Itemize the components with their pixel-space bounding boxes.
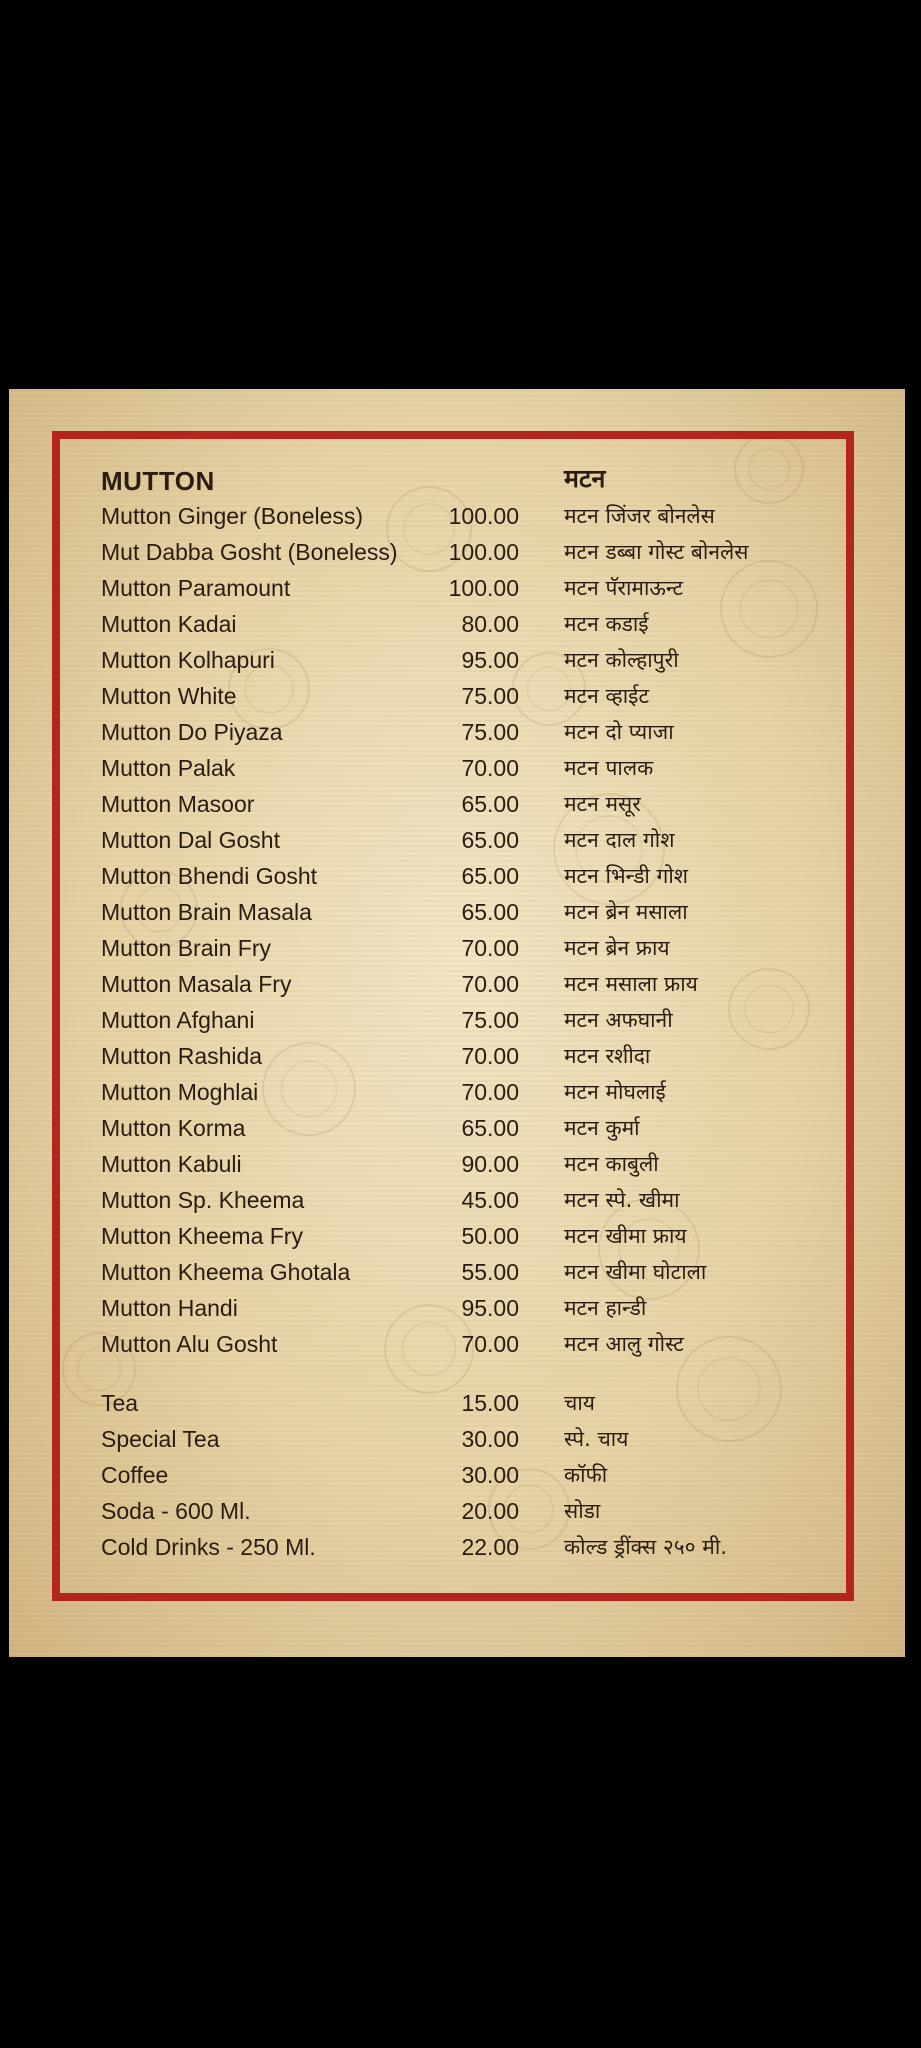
item-price: 75.00: [461, 683, 519, 709]
item-name: Mutton Masala Fry: [101, 971, 292, 997]
item-price: 65.00: [461, 863, 519, 889]
item-name: Mutton Masoor: [101, 791, 255, 817]
item-price: 20.00: [461, 1498, 519, 1524]
item-name-hindi: मटन मसाला फ्राय: [564, 972, 698, 996]
item-name: Special Tea: [101, 1426, 220, 1452]
item-name: Mutton Bhendi Gosht: [101, 863, 318, 889]
item-price: 70.00: [461, 1331, 519, 1357]
item-name-hindi: कोल्ड ड्रींक्स २५० मी.: [564, 1535, 727, 1559]
item-name: Mutton Handi: [101, 1295, 238, 1321]
item-price: 100.00: [448, 575, 519, 601]
item-name-hindi: मटन आलु गोस्ट: [564, 1332, 684, 1356]
menu-card: [9, 389, 905, 1657]
item-name-hindi: मटन दो प्याजा: [564, 720, 674, 744]
item-name: Coffee: [101, 1462, 169, 1488]
item-name-hindi: मटन डब्बा गोस्ट बोनलेस: [564, 540, 749, 564]
item-price: 75.00: [461, 719, 519, 745]
item-price: 100.00: [448, 503, 519, 529]
item-name-hindi: कॉफी: [564, 1463, 608, 1487]
item-name-hindi: मटन अफघानी: [564, 1008, 673, 1032]
item-name: Mutton White: [101, 683, 237, 709]
item-name: Mutton Kheema Ghotala: [101, 1259, 351, 1285]
section-title: MUTTON: [101, 466, 215, 496]
item-name: Mutton Kadai: [101, 611, 237, 637]
item-name: Mutton Paramount: [101, 575, 291, 601]
item-price: 15.00: [461, 1390, 519, 1416]
item-price: 80.00: [461, 611, 519, 637]
item-name-hindi: मटन खीमा घोटाला: [564, 1260, 707, 1284]
item-name: Mutton Do Piyaza: [101, 719, 283, 745]
item-name-hindi: मटन व्हाईट: [564, 684, 650, 708]
item-name-hindi: मटन दाल गोश: [564, 828, 675, 852]
item-price: 65.00: [461, 899, 519, 925]
item-name-hindi: सोडा: [564, 1499, 601, 1523]
item-name-hindi: मटन ब्रेन फ्राय: [564, 936, 670, 960]
item-name-hindi: मटन पॅरामाऊन्ट: [564, 576, 684, 600]
item-name-hindi: मटन भिन्डी गोश: [564, 864, 689, 888]
item-price: 22.00: [461, 1534, 519, 1560]
item-name-hindi: चाय: [564, 1391, 595, 1415]
item-name: Mutton Kabuli: [101, 1151, 242, 1177]
item-name: Mutton Brain Masala: [101, 899, 312, 925]
item-price: 65.00: [461, 791, 519, 817]
item-name-hindi: मटन ब्रेन मसाला: [564, 900, 688, 924]
item-price: 70.00: [461, 1079, 519, 1105]
section-title-hindi: मटन: [564, 464, 606, 493]
item-name-hindi: मटन कोल्हापुरी: [564, 648, 679, 672]
item-name: Mut Dabba Gosht (Boneless): [101, 539, 398, 565]
item-name: Mutton Kheema Fry: [101, 1223, 303, 1249]
item-name-hindi: मटन हान्डी: [564, 1296, 647, 1320]
item-price: 30.00: [461, 1462, 519, 1488]
item-price: 95.00: [461, 647, 519, 673]
item-name: Mutton Afghani: [101, 1007, 255, 1033]
item-name: Mutton Alu Gosht: [101, 1331, 278, 1357]
item-name-hindi: मटन पालक: [564, 756, 654, 780]
item-name: Mutton Ginger (Boneless): [101, 503, 364, 529]
item-price: 70.00: [461, 971, 519, 997]
item-name-hindi: मटन स्पे. खीमा: [564, 1188, 680, 1212]
item-name-hindi: मटन कडाई: [564, 612, 649, 636]
item-price: 65.00: [461, 1115, 519, 1141]
item-name-hindi: मटन जिंजर बोनलेस: [564, 504, 715, 528]
item-name: Tea: [101, 1390, 139, 1416]
item-name: Mutton Korma: [101, 1115, 246, 1141]
item-price: 65.00: [461, 827, 519, 853]
item-price: 55.00: [461, 1259, 519, 1285]
item-price: 50.00: [461, 1223, 519, 1249]
item-name-hindi: मटन कुर्मा: [564, 1116, 640, 1140]
item-name: Mutton Sp. Kheema: [101, 1187, 305, 1213]
item-name: Mutton Dal Gosht: [101, 827, 280, 853]
item-price: 70.00: [461, 1043, 519, 1069]
item-name-hindi: स्पे. चाय: [564, 1427, 629, 1451]
item-name-hindi: मटन मसूर: [564, 792, 641, 816]
item-name: Mutton Rashida: [101, 1043, 263, 1069]
item-name-hindi: मटन काबुली: [564, 1152, 659, 1176]
item-name: Mutton Kolhapuri: [101, 647, 275, 673]
item-price: 30.00: [461, 1426, 519, 1452]
item-price: 75.00: [461, 1007, 519, 1033]
item-price: 95.00: [461, 1295, 519, 1321]
item-price: 70.00: [461, 935, 519, 961]
item-name: Cold Drinks - 250 Ml.: [101, 1534, 316, 1560]
item-name-hindi: मटन मोघलाई: [564, 1080, 666, 1104]
item-name: Mutton Moghlai: [101, 1079, 259, 1105]
item-price: 100.00: [448, 539, 519, 565]
item-name: Soda - 600 Ml.: [101, 1498, 251, 1524]
item-name: Mutton Brain Fry: [101, 935, 271, 961]
item-name-hindi: मटन रशीदा: [564, 1044, 651, 1068]
item-name: Mutton Palak: [101, 755, 236, 781]
item-price: 45.00: [461, 1187, 519, 1213]
item-price: 90.00: [461, 1151, 519, 1177]
item-name-hindi: मटन खीमा फ्राय: [564, 1224, 687, 1248]
item-price: 70.00: [461, 755, 519, 781]
